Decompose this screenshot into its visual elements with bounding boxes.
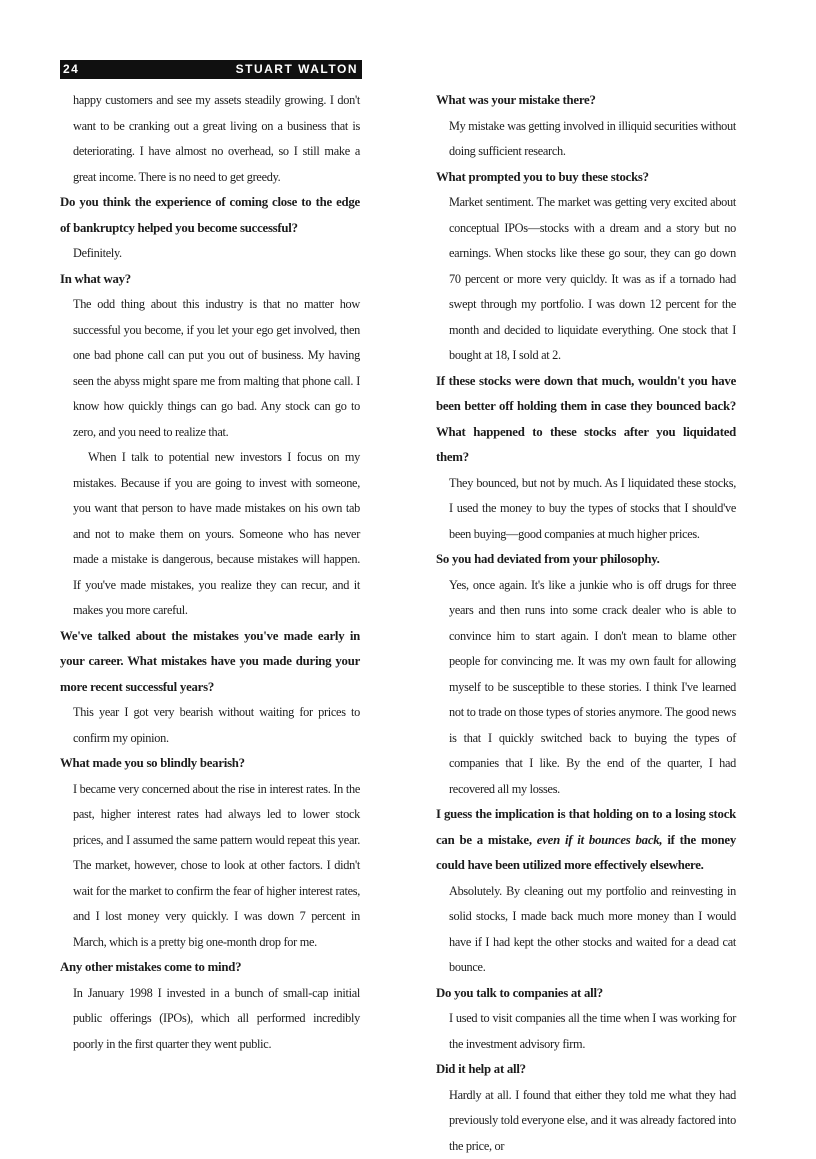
question-heading: Do you talk to companies at all? — [436, 981, 736, 1007]
answer-paragraph: happy customers and see my assets steadily growing. I don't want to be cranking out a great living on a business that is deteriorating. I have almost no overhead, so I still make a great income. There is no need to get greedy. — [60, 88, 360, 190]
question-heading: Did it help at all? — [436, 1057, 736, 1083]
answer-paragraph: Yes, once again. It's like a junkie who is off drugs for three years and then runs into some crack dealer who is able to convince him to start again. I don't mean to blame other people for convincing me. It was my own fault for allowing myself to be susceptible to these stories. I think I've learned not to trade on those types of stories anymore. The good news is that I quickly switched back to buying the types of companies that I like. By the end of the quarter, I had recovered all my losses. — [436, 573, 736, 803]
answer-paragraph: When I talk to potential new investors I focus on my mistakes. Because if you are going to invest with someone, you want that person to have made mistakes on his own tab and not to make them on yours. Someone who has never made a mistake is dangerous, because mistakes will happen. If you've made mistakes, you realize they can recur, and it makes you more careful. — [60, 445, 360, 624]
right-column — [436, 88, 736, 1159]
answer-paragraph: Definitely. — [60, 241, 360, 267]
answer-paragraph: In January 1998 I invested in a bunch of small-cap initial public offerings (IPOs), which all performed incredibly poorly in the first quarter they went public. — [60, 981, 360, 1058]
question-heading: If these stocks were down that much, wouldn't you have been better off holding them in case they bounced back? What happened to these stocks after you liquidated them? — [436, 369, 736, 471]
question-text: if the money could have been utilized more effectively elsewhere. — [436, 833, 736, 873]
question-heading: We've talked about the mistakes you've made early in your career. What mistakes have you made during your more recent successful years? — [60, 624, 360, 701]
question-heading: What made you so blindly bearish? — [60, 751, 360, 777]
question-heading: So you had deviated from your philosophy. — [436, 547, 736, 573]
answer-paragraph: Hardly at all. I found that either they told me what they had previously told everyone else, and it was already factored into the price, or — [436, 1083, 736, 1159]
question-heading: What was your mistake there? — [436, 88, 736, 114]
running-header — [60, 60, 362, 79]
running-head-author: STUART WALTON — [236, 62, 358, 76]
answer-paragraph: Absolutely. By cleaning out my portfolio and reinvesting in solid stocks, I made back much more money than I would have if I had kept the other stocks and waited for a dead cat bounce. — [436, 879, 736, 981]
answer-paragraph: They bounced, but not by much. As I liquidated these stocks, I used the money to buy the types of stocks that I should've been buying—good companies at much higher prices. — [436, 471, 736, 548]
answer-paragraph: This year I got very bearish without waiting for prices to confirm my opinion. — [60, 700, 360, 751]
question-emphasis: even if it bounces back, — [537, 833, 663, 847]
question-heading: Do you think the experience of coming close to the edge of bankruptcy helped you become successful? — [60, 190, 360, 241]
question-heading: Any other mistakes come to mind? — [60, 955, 360, 981]
question-heading: In what way? — [60, 267, 360, 293]
page-number: 24 — [63, 62, 79, 76]
answer-paragraph: The odd thing about this industry is that no matter how successful you become, if you let your ego get involved, then one bad phone call can put you out of business. My having seen the abyss might spare me from malting that phone call. I know how quickly things can go bad. Any stock can go to zero, and you need to realize that. — [60, 292, 360, 445]
question-text: I guess the implication is that holding on to a losing stock can be a mistake, — [436, 807, 736, 847]
answer-paragraph: My mistake was getting involved in illiquid securities without doing sufficient research. — [436, 114, 736, 165]
question-heading — [436, 802, 736, 879]
answer-paragraph: I used to visit companies all the time when I was working for the investment advisory firm. — [436, 1006, 736, 1057]
left-column — [60, 88, 360, 1057]
question-heading: What prompted you to buy these stocks? — [436, 165, 736, 191]
answer-paragraph: Market sentiment. The market was getting very excited about conceptual IPOs—stocks with a dream and a story but no earnings. When stocks like these go sour, they can go down 70 percent or more very quicldy. It was as if a tornado had swept through my portfolio. I was down 12 percent for the month and decided to liquidate everything. One stock that I bought at 18, I sold at 2. — [436, 190, 736, 369]
answer-paragraph: I became very concerned about the rise in interest rates. In the past, higher interest rates had always led to lower stock prices, and I assumed the same pattern would repeat this year. The market, however, chose to look at other factors. I didn't wait for the market to confirm the fear of higher interest rates, and I lost money very quickly. I was down 7 percent in March, which is a pretty big one-month drop for me. — [60, 777, 360, 956]
